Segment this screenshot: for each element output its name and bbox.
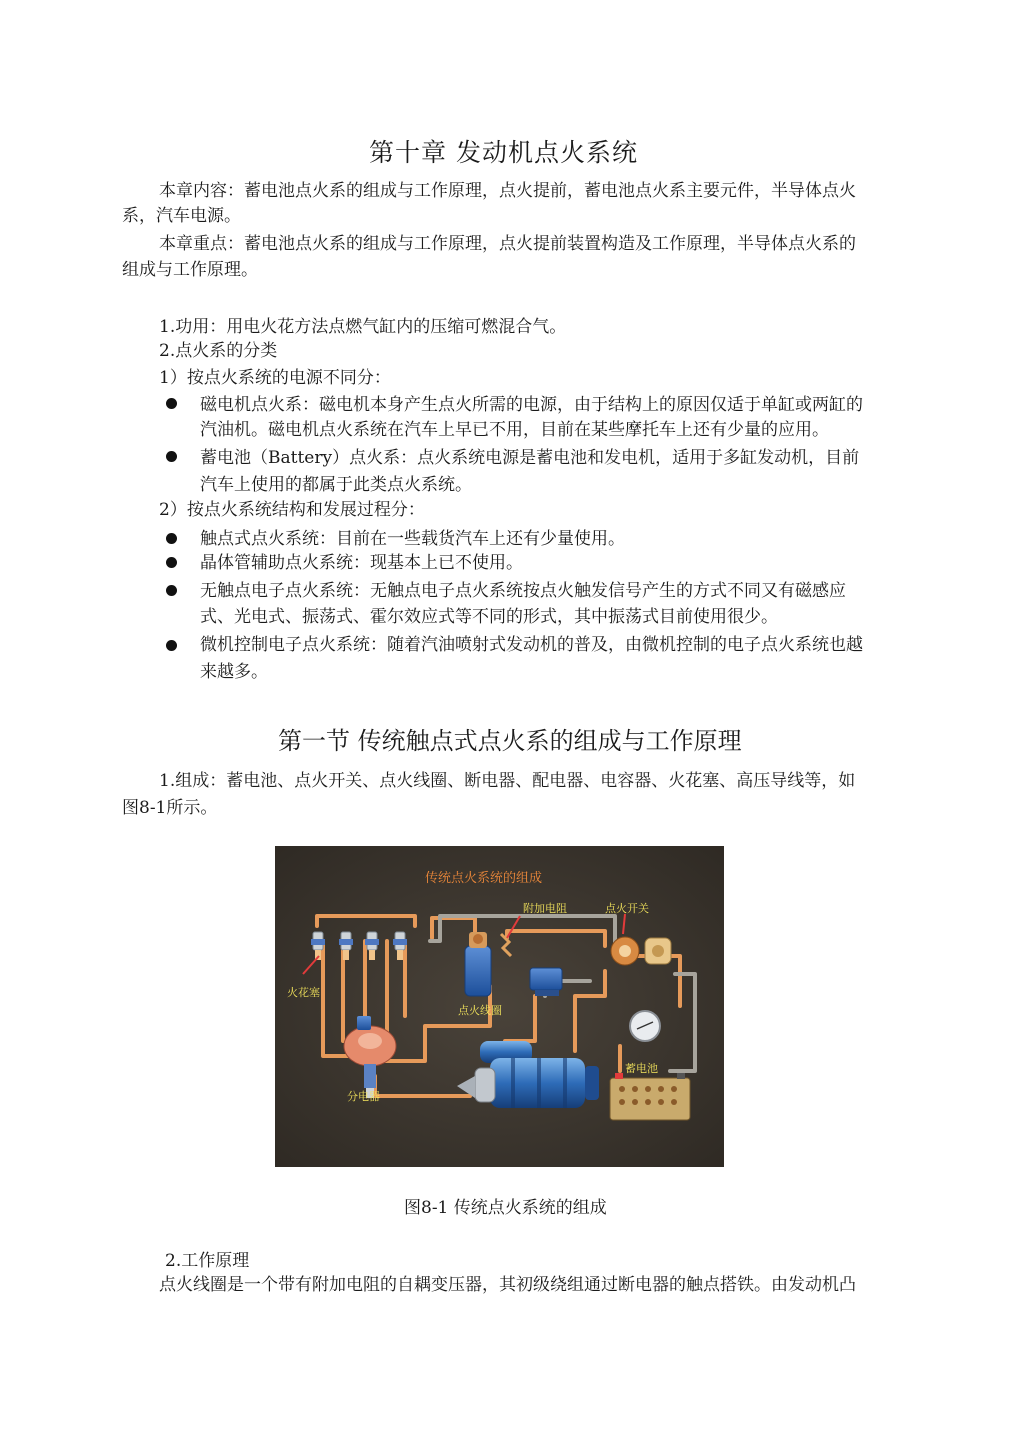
bullet-icon bbox=[166, 640, 177, 651]
list-item-continued: 式、光电式、振荡式、霍尔效应式等不同的形式，其中振荡式目前使用很少。 bbox=[200, 607, 778, 627]
principle-line: 点火线圈是一个带有附加电阻的自耦变压器，其初级绕组通过断电器的触点搭铁。由发动机凸 bbox=[159, 1275, 856, 1295]
list-item: 无触点电子点火系统：无触点电子点火系统按点火触发信号产生的方式不同又有磁感应 bbox=[200, 581, 846, 601]
label-resistor: 附加电阻 bbox=[523, 902, 567, 915]
classification-heading: 2.点火系的分类 bbox=[159, 341, 278, 361]
label-battery: 蓄电池 bbox=[625, 1062, 658, 1075]
bullet-icon bbox=[166, 557, 177, 568]
principle-heading: 2.工作原理 bbox=[165, 1251, 250, 1271]
function-line: 1.功用：用电火花方法点燃气缸内的压缩可燃混合气。 bbox=[159, 317, 567, 337]
composition-line: 1.组成：蓄电池、点火开关、点火线圈、断电器、配电器、电容器、火花塞、高压导线等，如 bbox=[159, 771, 856, 791]
chapter-title: 第十章 发动机点火系统 bbox=[369, 138, 638, 167]
list-item-continued: 来越多。 bbox=[200, 662, 268, 682]
label-switch: 点火开关 bbox=[605, 902, 649, 915]
list-item: 晶体管辅助点火系统：现基本上已不使用。 bbox=[200, 553, 523, 573]
chapter-focus-line: 本章重点：蓄电池点火系的组成与工作原理，点火提前装置构造及工作原理，半导体点火系的 bbox=[159, 234, 856, 254]
bullet-icon bbox=[166, 585, 177, 596]
bullet-icon bbox=[166, 533, 177, 544]
label-distributor: 分电器 bbox=[347, 1090, 380, 1103]
label-ignition-coil: 点火线圈 bbox=[458, 1004, 502, 1017]
bullet-icon bbox=[166, 398, 177, 409]
list-item: 蓄电池（Battery）点火系：点火系统电源是蓄电池和发电机，适用于多缸发动机，目前 bbox=[200, 448, 860, 468]
battery-icon bbox=[610, 1073, 690, 1120]
list-item: 微机控制电子点火系统：随着汽油喷射式发动机的普及，由微机控制的电子点火系统也越 bbox=[200, 635, 863, 655]
by-structure-heading: 2）按点火系统结构和发展过程分： bbox=[159, 500, 425, 520]
list-item-continued: 汽油机。磁电机点火系统在汽车上早已不用，目前在某些摩托车上还有少量的应用。 bbox=[200, 420, 829, 440]
chapter-content-line: 系，汽车电源。 bbox=[122, 206, 241, 226]
list-item: 磁电机点火系：磁电机本身产生点火所需的电源，由于结构上的原因仅适于单缸或两缸的 bbox=[200, 395, 863, 415]
section-title: 第一节 传统触点式点火系的组成与工作原理 bbox=[278, 727, 742, 755]
by-power-heading: 1）按点火系统的电源不同分： bbox=[159, 368, 391, 388]
gauge-icon bbox=[630, 1011, 660, 1041]
chapter-focus-line: 组成与工作原理。 bbox=[122, 260, 258, 280]
label-spark-plug: 火花塞 bbox=[287, 986, 320, 999]
figure-title: 传统点火系统的组成 bbox=[425, 871, 543, 886]
list-item: 触点式点火系统：目前在一些载货汽车上还有少量使用。 bbox=[200, 529, 625, 549]
bullet-icon bbox=[166, 451, 177, 462]
chapter-content-line: 本章内容：蓄电池点火系的组成与工作原理，点火提前，蓄电池点火系主要元件，半导体点火 bbox=[159, 181, 856, 201]
list-item-continued: 汽车上使用的都属于此类点火系统。 bbox=[200, 475, 472, 495]
composition-line: 图8-1所示。 bbox=[122, 798, 218, 818]
ignition-system-figure bbox=[275, 846, 724, 1167]
figure-caption: 图8-1 传统点火系统的组成 bbox=[404, 1198, 607, 1218]
